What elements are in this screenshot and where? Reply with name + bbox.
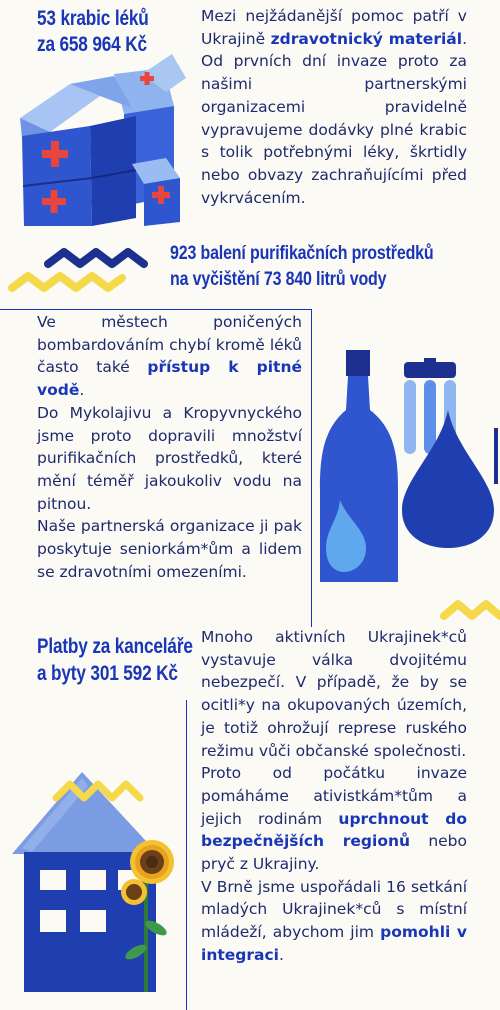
house-sunflower-illustration	[8, 752, 188, 992]
section3-heading	[37, 633, 201, 687]
water-bottle-illustration	[328, 350, 408, 590]
section2-heading-line1: 923 balení purifikačních prostředků	[170, 242, 434, 264]
zigzag-yellow-right-decoration	[440, 596, 500, 626]
section2-text	[37, 311, 302, 583]
section3-p2-bold: uprchnout do bezpečnějších regionů	[201, 809, 467, 851]
section3-p1: Mnoho aktivních Ukrajinek*ců vystavuje válka dvojitému nebezpečí. V případě, že by se ocitli*y na okupovaných územích, je totiž ohrožují represe ruského režimu vůči občanské společnosti.	[201, 628, 467, 760]
section1-heading-line1: 53 krabic léků	[37, 7, 149, 30]
section3-heading-line1: Platby za kanceláře	[37, 635, 193, 658]
section2-heading	[170, 240, 498, 292]
section1-text-bold: zdravotnický materiál	[270, 29, 463, 48]
section3-text	[201, 626, 467, 967]
section1-text	[201, 5, 467, 209]
section2-p2: Do Mykolajivu a Kropyvnyckého jsme proto dopravili množství purifikačních prostředků, které mění téměř jakoukoliv vodu na pitnou.	[37, 403, 302, 513]
section3-p3-part1: V Brně jsme uspořádali 16 setkání mladých Ukrajinek*ců s místní mládeží, abychom jim	[201, 877, 467, 942]
section3-p3-part2: .	[278, 945, 284, 964]
section2-heading-line2: na vyčištění 73 840 litrů vody	[170, 268, 387, 290]
section3-p2-part1: Proto od počátku invaze pomáháme ativistkám*tům a jejich rodinám	[201, 764, 467, 828]
medicine-boxes-illustration	[14, 46, 184, 226]
section1-heading-line2: za 658 964 Kč	[37, 33, 147, 56]
section3-p2-part2: nebo pryč z Ukrajiny.	[201, 832, 467, 874]
zigzag-yellow-decoration	[8, 266, 128, 296]
section1-text-part1: Mezi nejžádanější pomoc patří v Ukrajině	[201, 7, 467, 48]
section2-p1-part2: .	[79, 381, 85, 400]
section3-p3-bold: pomohli v integraci	[201, 923, 467, 964]
section2-p1-part1: Ve městech poničených bombardováním chybí kromě léků často také	[37, 313, 302, 377]
section3-heading-line2: a byty 301 592 Kč	[37, 662, 178, 685]
water-drop-icon	[398, 410, 498, 550]
section1-text-part2: . Od prvních dní invaze proto za našimi partnerskými organizacemi pravidelně vypravujeme dodávky plné krabic s tolik potřebnými léky, škrtidly nebo obvazy zachraňujícími před vykrvácením.	[201, 29, 467, 207]
section2-p3: Naše partnerská organizace ji pak poskytuje seniorkám*ům a lidem se zdravotními omezeními.	[37, 517, 302, 581]
section2-p1-bold: přístup k pitné vodě	[37, 358, 302, 400]
